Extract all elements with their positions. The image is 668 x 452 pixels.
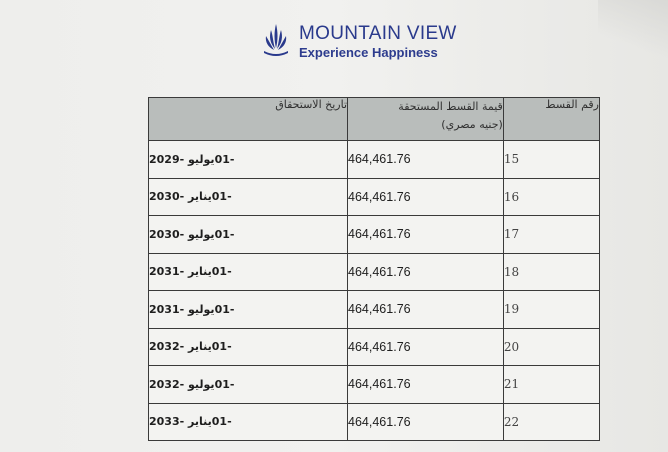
table-row [149, 216, 600, 254]
installment-amount: 464,461.76 [348, 178, 504, 216]
table-header-row [149, 98, 600, 141]
installment-due-date: -01يناير -2032 [149, 328, 348, 366]
installment-amount: 464,461.76 [348, 216, 504, 254]
installments-table [148, 97, 600, 441]
installment-amount: 464,461.76 [348, 366, 504, 404]
installment-amount: 464,461.76 [348, 291, 504, 329]
installment-due-date: -01يوليو -2030 [149, 216, 348, 254]
table-row [149, 366, 600, 404]
header-amount-unit: (جنيه مصري) [441, 118, 503, 131]
installment-due-date: -01يوليو -2032 [149, 366, 348, 404]
installment-number: 20 [503, 328, 599, 366]
installment-number: 21 [503, 366, 599, 404]
installment-number: 22 [503, 403, 599, 441]
header-amount [348, 98, 504, 141]
page-corner-shadow [598, 0, 668, 60]
installment-due-date: -01يناير -2033 [149, 403, 348, 441]
installment-number: 16 [503, 178, 599, 216]
brand-name: MOUNTAIN VIEW [299, 23, 457, 44]
header-due-date: تاريخ الاستحقاق [149, 98, 348, 141]
installment-number: 15 [503, 141, 599, 179]
installment-amount: 464,461.76 [348, 328, 504, 366]
brand-tagline: Experience Happiness [299, 45, 438, 60]
table-row [149, 291, 600, 329]
installment-due-date: -01يوليو -2031 [149, 291, 348, 329]
installment-number: 19 [503, 291, 599, 329]
table-row [149, 253, 600, 291]
installment-number: 18 [503, 253, 599, 291]
installment-due-date: -01يوليو -2029 [149, 141, 348, 179]
table-row [149, 403, 600, 441]
header-amount-label: قيمة القسط المستحقة [398, 100, 503, 113]
table-row [149, 328, 600, 366]
table-row [149, 178, 600, 216]
installment-amount: 464,461.76 [348, 403, 504, 441]
installment-number: 17 [503, 216, 599, 254]
table-row [149, 141, 600, 179]
installment-due-date: -01يناير -2031 [149, 253, 348, 291]
installment-due-date: -01يناير -2030 [149, 178, 348, 216]
installment-amount: 464,461.76 [348, 141, 504, 179]
company-logo [261, 12, 457, 72]
header-installment-no: رقم القسط [503, 98, 599, 141]
installment-amount: 464,461.76 [348, 253, 504, 291]
mountain-view-logo-icon [261, 22, 291, 62]
